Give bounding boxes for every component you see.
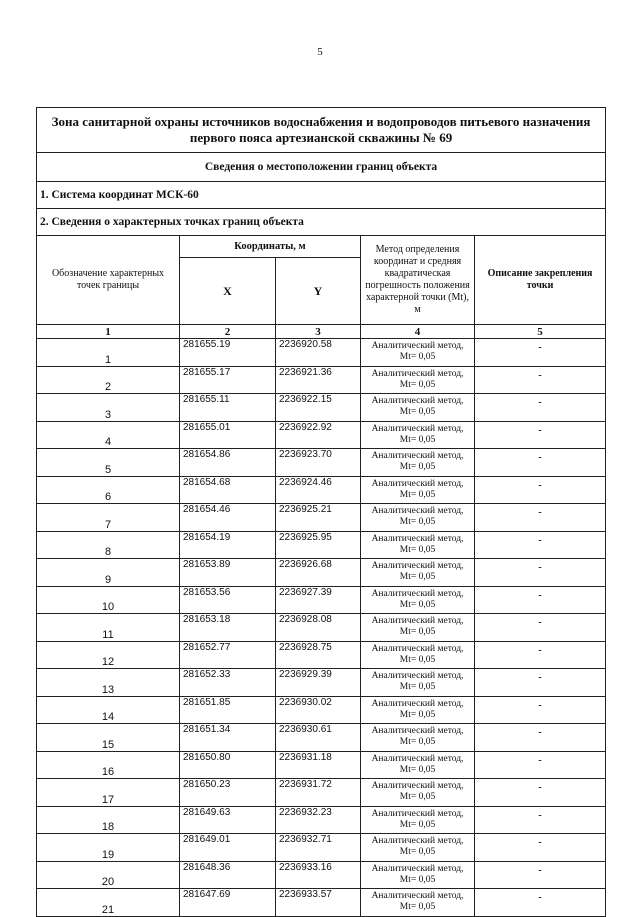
method-error: Mt= 0,05 <box>399 874 436 885</box>
table-row <box>37 394 606 422</box>
method-text: Аналитический метод, <box>371 561 464 572</box>
header-method-text: Метод определения координат и средняя квадратическая погрешность положения характерной точки (Mt), м <box>365 244 470 315</box>
coordinate-x: 281654.68 <box>180 476 276 504</box>
point-description: - <box>475 669 606 697</box>
table-row <box>37 449 606 477</box>
table-row <box>37 861 606 889</box>
point-number: 2 <box>37 366 180 394</box>
column-number: 4 <box>361 325 475 339</box>
coordinate-x: 281655.01 <box>180 421 276 449</box>
table-row <box>37 504 606 532</box>
point-number: 13 <box>37 669 180 697</box>
points-section-title: 2. Сведения о характерных точках границ объекта <box>37 209 606 236</box>
method-text: Аналитический метод, <box>371 396 464 407</box>
method-cell <box>361 449 475 477</box>
coordinate-y: 2236925.95 <box>276 531 361 559</box>
section-title: Сведения о местоположении границ объекта <box>37 153 606 182</box>
table-row <box>37 614 606 642</box>
coordinate-x: 281653.18 <box>180 614 276 642</box>
method-cell <box>361 614 475 642</box>
method-error: Mt= 0,05 <box>399 682 436 693</box>
method-error: Mt= 0,05 <box>399 462 436 473</box>
point-number: 20 <box>37 861 180 889</box>
column-number: 1 <box>37 325 180 339</box>
method-error: Mt= 0,05 <box>399 407 436 418</box>
method-error: Mt= 0,05 <box>399 352 436 363</box>
method-error: Mt= 0,05 <box>399 544 436 555</box>
point-description: - <box>475 586 606 614</box>
method-text: Аналитический метод, <box>371 726 464 737</box>
coordinate-x: 281649.63 <box>180 806 276 834</box>
table-row <box>37 724 606 752</box>
method-text: Аналитический метод, <box>371 753 464 764</box>
method-cell <box>361 586 475 614</box>
point-number: 11 <box>37 614 180 642</box>
column-number: 2 <box>180 325 276 339</box>
method-error: Mt= 0,05 <box>399 792 436 803</box>
coordinate-x: 281648.36 <box>180 861 276 889</box>
method-cell <box>361 806 475 834</box>
method-cell <box>361 394 475 422</box>
header-y: Y <box>276 258 361 325</box>
table-row <box>37 834 606 862</box>
method-error: Mt= 0,05 <box>399 709 436 720</box>
header-x: X <box>180 258 276 325</box>
coordinate-y: 2236932.23 <box>276 806 361 834</box>
method-error: Mt= 0,05 <box>399 379 436 390</box>
method-text: Аналитический метод, <box>371 808 464 819</box>
table-row <box>37 366 606 394</box>
point-description: - <box>475 889 606 917</box>
coordinate-x: 281653.89 <box>180 559 276 587</box>
method-text: Аналитический метод, <box>371 891 464 902</box>
coordinate-y: 2236927.39 <box>276 586 361 614</box>
point-description: - <box>475 806 606 834</box>
table-row <box>37 339 606 367</box>
point-number: 12 <box>37 641 180 669</box>
document-title: Зона санитарной охраны источников водоснабжения и водопроводов питьевого назначения первого пояса артезианской скважины № 69 <box>37 108 606 153</box>
method-cell <box>361 669 475 697</box>
point-description: - <box>475 339 606 367</box>
boundary-table <box>36 107 606 917</box>
point-number: 18 <box>37 806 180 834</box>
point-description: - <box>475 449 606 477</box>
coordinate-x: 281652.77 <box>180 641 276 669</box>
method-error: Mt= 0,05 <box>399 819 436 830</box>
method-cell <box>361 476 475 504</box>
method-error: Mt= 0,05 <box>399 764 436 775</box>
method-cell <box>361 751 475 779</box>
header-method <box>361 236 475 325</box>
method-error: Mt= 0,05 <box>399 654 436 665</box>
point-description: - <box>475 394 606 422</box>
coordinate-y: 2236930.61 <box>276 724 361 752</box>
coordinate-x: 281652.33 <box>180 669 276 697</box>
method-error: Mt= 0,05 <box>399 737 436 748</box>
table-row <box>37 806 606 834</box>
table-row <box>37 669 606 697</box>
header-designation: Обозначение характерных точек границы <box>37 236 180 325</box>
coordinate-x: 281647.69 <box>180 889 276 917</box>
method-cell <box>361 559 475 587</box>
coordinate-x: 281655.17 <box>180 366 276 394</box>
point-number: 5 <box>37 449 180 477</box>
coordinate-y: 2236932.71 <box>276 834 361 862</box>
method-text: Аналитический метод, <box>371 781 464 792</box>
coordinate-system: 1. Система координат МСК-60 <box>37 182 606 209</box>
method-cell <box>361 861 475 889</box>
method-text: Аналитический метод, <box>371 616 464 627</box>
point-description: - <box>475 559 606 587</box>
method-text: Аналитический метод, <box>371 423 464 434</box>
method-text: Аналитический метод, <box>371 533 464 544</box>
coordinate-y: 2236922.92 <box>276 421 361 449</box>
coordinate-y: 2236928.75 <box>276 641 361 669</box>
point-number: 4 <box>37 421 180 449</box>
method-error: Mt= 0,05 <box>399 599 436 610</box>
coordinate-x: 281650.80 <box>180 751 276 779</box>
coordinate-y: 2236923.70 <box>276 449 361 477</box>
point-description: - <box>475 641 606 669</box>
method-text: Аналитический метод, <box>371 478 464 489</box>
point-number: 1 <box>37 339 180 367</box>
point-description: - <box>475 861 606 889</box>
coordinate-x: 281650.23 <box>180 779 276 807</box>
method-text: Аналитический метод, <box>371 671 464 682</box>
coordinate-y: 2236933.57 <box>276 889 361 917</box>
method-error: Mt= 0,05 <box>399 627 436 638</box>
coordinate-y: 2236922.15 <box>276 394 361 422</box>
method-cell <box>361 889 475 917</box>
method-cell <box>361 421 475 449</box>
method-error: Mt= 0,05 <box>399 847 436 858</box>
table-row <box>37 641 606 669</box>
column-numbers-row <box>37 325 606 339</box>
point-number: 16 <box>37 751 180 779</box>
point-number: 10 <box>37 586 180 614</box>
point-number: 21 <box>37 889 180 917</box>
table-row <box>37 889 606 917</box>
method-text: Аналитический метод, <box>371 698 464 709</box>
method-cell <box>361 339 475 367</box>
column-number: 5 <box>475 325 606 339</box>
method-cell <box>361 724 475 752</box>
method-cell <box>361 696 475 724</box>
coordinate-y: 2236929.39 <box>276 669 361 697</box>
coordinate-y: 2236931.18 <box>276 751 361 779</box>
point-description: - <box>475 421 606 449</box>
point-description: - <box>475 614 606 642</box>
header-description: Описание закрепления точки <box>475 236 606 325</box>
method-error: Mt= 0,05 <box>399 489 436 500</box>
point-number: 8 <box>37 531 180 559</box>
coordinate-x: 281655.19 <box>180 339 276 367</box>
method-cell <box>361 531 475 559</box>
coordinate-y: 2236920.58 <box>276 339 361 367</box>
point-number: 19 <box>37 834 180 862</box>
point-description: - <box>475 531 606 559</box>
coordinate-y: 2236925.21 <box>276 504 361 532</box>
coordinate-x: 281651.34 <box>180 724 276 752</box>
table-row <box>37 421 606 449</box>
page-number: 5 <box>317 46 323 58</box>
point-number: 7 <box>37 504 180 532</box>
method-text: Аналитический метод, <box>371 588 464 599</box>
method-error: Mt= 0,05 <box>399 434 436 445</box>
point-number: 3 <box>37 394 180 422</box>
coordinate-x: 281654.19 <box>180 531 276 559</box>
coordinate-x: 281655.11 <box>180 394 276 422</box>
table-row <box>37 696 606 724</box>
coordinate-x: 281653.56 <box>180 586 276 614</box>
coordinate-y: 2236928.08 <box>276 614 361 642</box>
method-cell <box>361 504 475 532</box>
method-text: Аналитический метод, <box>371 368 464 379</box>
point-description: - <box>475 751 606 779</box>
point-description: - <box>475 366 606 394</box>
point-description: - <box>475 476 606 504</box>
point-description: - <box>475 779 606 807</box>
table-row <box>37 751 606 779</box>
column-number: 3 <box>276 325 361 339</box>
table-row <box>37 476 606 504</box>
method-text: Аналитический метод, <box>371 451 464 462</box>
coordinate-y: 2236931.72 <box>276 779 361 807</box>
method-text: Аналитический метод, <box>371 836 464 847</box>
coordinate-y: 2236930.02 <box>276 696 361 724</box>
coordinate-x: 281654.86 <box>180 449 276 477</box>
point-number: 14 <box>37 696 180 724</box>
point-description: - <box>475 696 606 724</box>
method-error: Mt= 0,05 <box>399 572 436 583</box>
table-row <box>37 586 606 614</box>
table-row <box>37 531 606 559</box>
method-text: Аналитический метод, <box>371 506 464 517</box>
point-description: - <box>475 504 606 532</box>
method-text: Аналитический метод, <box>371 341 464 352</box>
method-error: Mt= 0,05 <box>399 902 436 913</box>
method-cell <box>361 834 475 862</box>
method-text: Аналитический метод, <box>371 863 464 874</box>
table-row <box>37 559 606 587</box>
point-number: 6 <box>37 476 180 504</box>
table-row <box>37 779 606 807</box>
coordinate-y: 2236933.16 <box>276 861 361 889</box>
header-coordinates: Координаты, м <box>180 236 361 258</box>
method-cell <box>361 779 475 807</box>
point-number: 15 <box>37 724 180 752</box>
point-description: - <box>475 834 606 862</box>
method-cell <box>361 366 475 394</box>
point-number: 17 <box>37 779 180 807</box>
method-text: Аналитический метод, <box>371 643 464 654</box>
coordinate-y: 2236921.36 <box>276 366 361 394</box>
coordinate-x: 281649.01 <box>180 834 276 862</box>
point-number: 9 <box>37 559 180 587</box>
method-cell <box>361 641 475 669</box>
point-description: - <box>475 724 606 752</box>
coordinate-y: 2236926.68 <box>276 559 361 587</box>
coordinate-y: 2236924.46 <box>276 476 361 504</box>
method-error: Mt= 0,05 <box>399 517 436 528</box>
coordinate-x: 281654.46 <box>180 504 276 532</box>
coordinate-x: 281651.85 <box>180 696 276 724</box>
